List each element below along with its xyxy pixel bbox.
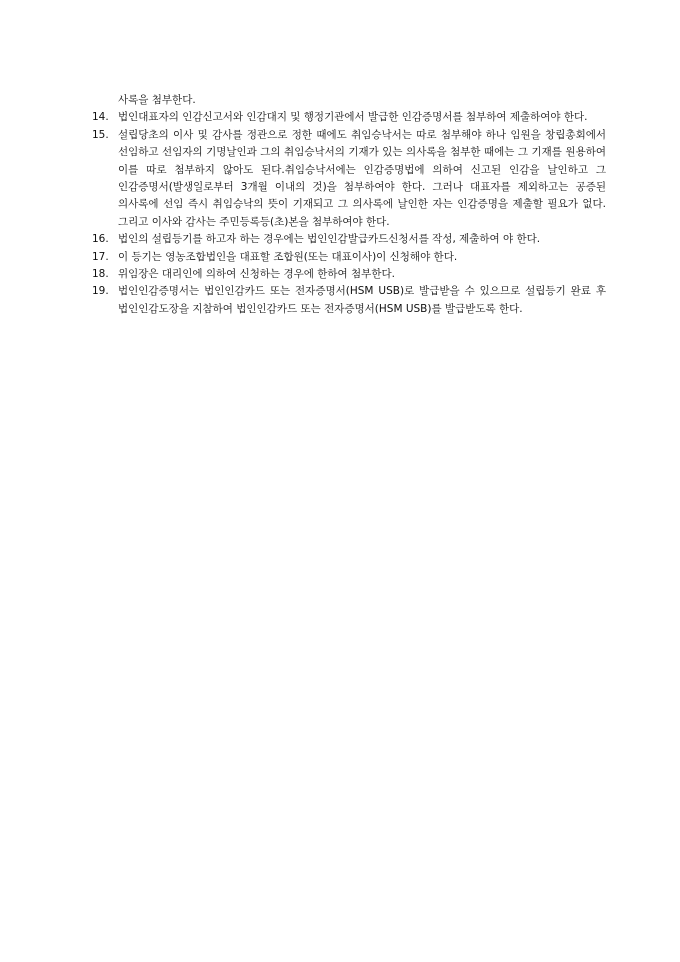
item-text: 설립당초의 이사 및 감사를 정관으로 정한 때에도 취임승낙서는 따로 첨부해야 하나 임원을 창립총회에서 선임하고 선임자의 기명날인과 그의 취임승낙서의 기재가 있는 의사록을 첨부한 때에는 그 기재를 원용하여 이를 따로 첨부하지 않아도 된다.취임승낙서에는 인감증명법에 의하여 신고된 인감을 날인하고 그 인감증명서(발생일로부터 3개월 이내의 것)을 첨부하여야 한다. 그러나 대표자를 제외하고는 공증된 의사록에 선임 즉시 취임승낙의 뜻이 기재되고 그 의사록에 날인한 자는 인감증명을 제출할 필요가 없다. 그리고 이사와 감사는 주민등록등(초)본을 첨부하여야 한다. [118, 128, 606, 228]
list-item [92, 231, 606, 248]
list-item [92, 266, 606, 283]
item-text: 법인인감증명서는 법인인감카드 또는 전자증명서(HSM USB)로 발급받을 수 있으므로 설립등기 완료 후 법인인감도장을 지참하여 법인인감카드 또는 전자증명서(HSM USB)를 발급받도록 한다. [118, 285, 606, 315]
item-text: 법인대표자의 인감신고서와 인감대지 및 행정기관에서 발급한 인감증명서를 첨부하여 제출하여야 한다. [118, 111, 588, 124]
item-number: 15. [92, 128, 109, 141]
list-item [92, 109, 606, 126]
item-text: 법인의 설립등기를 하고자 하는 경우에는 법인인감발급카드신청서를 작성, 제출하여 야 한다. [118, 233, 541, 246]
item-text: 위임장은 대리인에 의하여 신청하는 경우에 한하여 첨부한다. [118, 268, 395, 281]
continuation-text: 사록을 첨부한다. [118, 94, 196, 106]
item-text: 이 등기는 영농조합법인을 대표할 조합원(또는 대표이사)이 신청해야 한다. [118, 250, 458, 263]
item-number: 19. [92, 285, 109, 298]
item-number: 18. [92, 268, 109, 281]
item-number: 16. [92, 233, 109, 246]
item-number: 14. [92, 111, 109, 124]
item-number: 17. [92, 250, 109, 263]
document-body [92, 92, 606, 318]
list-item [92, 249, 606, 266]
list-item [92, 127, 606, 231]
list-item [92, 283, 606, 318]
